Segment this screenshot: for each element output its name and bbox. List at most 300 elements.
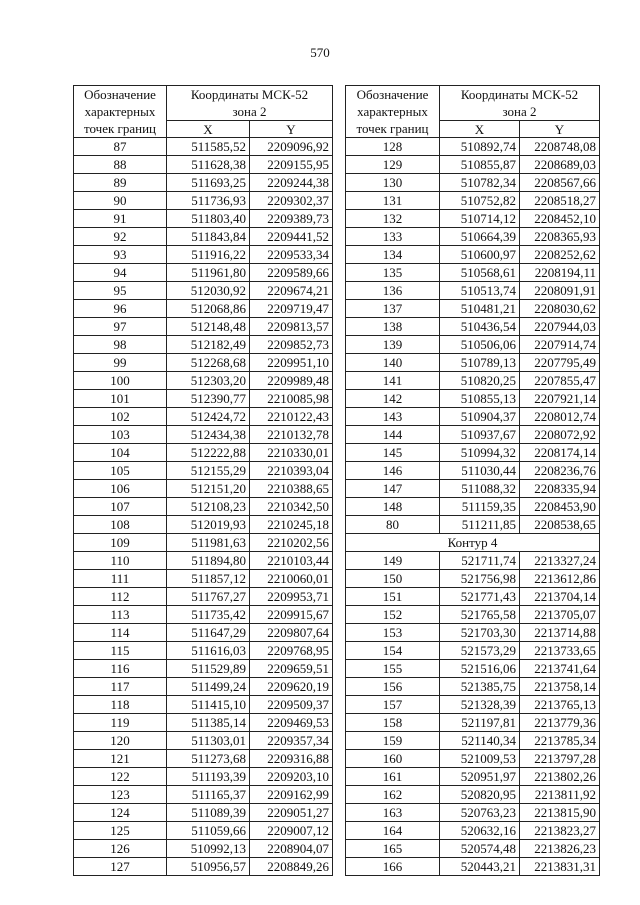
point-id-cell: 135: [346, 264, 440, 282]
x-cell: 511499,24: [167, 678, 250, 696]
table-row: [346, 300, 600, 318]
y-cell: 2209316,88: [250, 750, 333, 768]
table-row: [346, 768, 600, 786]
x-cell: 511735,42: [167, 606, 250, 624]
x-cell: 512303,20: [167, 372, 250, 390]
table-row: [74, 174, 333, 192]
x-cell: 511736,93: [167, 192, 250, 210]
table-row: [74, 282, 333, 300]
x-cell: 510752,82: [440, 192, 520, 210]
y-cell: 2210202,56: [250, 534, 333, 552]
y-cell: 2208012,74: [520, 408, 600, 426]
y-cell: 2208236,76: [520, 462, 600, 480]
point-id-cell: 137: [346, 300, 440, 318]
point-id-cell: 165: [346, 840, 440, 858]
point-id-cell: 99: [74, 354, 167, 372]
x-cell: 521711,74: [440, 552, 520, 570]
table-row: [74, 228, 333, 246]
x-cell: 521573,29: [440, 642, 520, 660]
table-row: [74, 516, 333, 534]
point-id-cell: 151: [346, 588, 440, 606]
x-cell: 510782,34: [440, 174, 520, 192]
point-id-cell: 154: [346, 642, 440, 660]
y-cell: 2208518,27: [520, 192, 600, 210]
x-cell: 510436,54: [440, 318, 520, 336]
table-row: [74, 552, 333, 570]
y-cell: 2213705,07: [520, 606, 600, 624]
table-row: [346, 372, 600, 390]
table-row: [346, 642, 600, 660]
y-cell: 2209162,99: [250, 786, 333, 804]
point-id-cell: 115: [74, 642, 167, 660]
x-cell: 511693,25: [167, 174, 250, 192]
x-cell: 512424,72: [167, 408, 250, 426]
point-id-cell: 111: [74, 570, 167, 588]
table-row: [346, 858, 600, 876]
x-cell: 512182,49: [167, 336, 250, 354]
table-row: [74, 660, 333, 678]
table-row: [346, 336, 600, 354]
table-row: [74, 156, 333, 174]
x-cell: 521140,34: [440, 732, 520, 750]
point-id-cell: 92: [74, 228, 167, 246]
table-row: [74, 606, 333, 624]
y-cell: 2210103,44: [250, 552, 333, 570]
point-id-cell: 150: [346, 570, 440, 588]
point-id-cell: 87: [74, 138, 167, 156]
y-cell: 2210342,50: [250, 498, 333, 516]
x-cell: 512151,20: [167, 480, 250, 498]
table-row: [346, 192, 600, 210]
table-row: [346, 750, 600, 768]
table-row: [346, 480, 600, 498]
x-cell: 510789,13: [440, 354, 520, 372]
point-id-cell: 113: [74, 606, 167, 624]
x-cell: 511415,10: [167, 696, 250, 714]
table-row: [74, 318, 333, 336]
y-cell: 2209953,71: [250, 588, 333, 606]
table-row: [346, 660, 600, 678]
table-row: [346, 732, 600, 750]
table-row: [74, 480, 333, 498]
table-row: [74, 372, 333, 390]
x-cell: 511894,80: [167, 552, 250, 570]
y-cell: 2209051,27: [250, 804, 333, 822]
y-cell: 2209469,53: [250, 714, 333, 732]
coordinates-table-left: [73, 85, 333, 876]
x-cell: 511089,39: [167, 804, 250, 822]
point-id-cell: 131: [346, 192, 440, 210]
x-cell: 521703,30: [440, 624, 520, 642]
point-label-header: Обозначение характерных точек границ: [74, 86, 167, 138]
table-row: [346, 174, 600, 192]
page-number: 570: [310, 45, 330, 60]
table-row: [346, 354, 600, 372]
point-id-cell: 95: [74, 282, 167, 300]
x-cell: 511385,14: [167, 714, 250, 732]
table-row: [346, 696, 600, 714]
point-id-cell: 164: [346, 822, 440, 840]
y-column-header: Y: [250, 121, 333, 138]
x-cell: 511767,27: [167, 588, 250, 606]
point-id-cell: 161: [346, 768, 440, 786]
y-cell: 2213704,14: [520, 588, 600, 606]
x-cell: 512155,29: [167, 462, 250, 480]
table-row: [74, 750, 333, 768]
y-cell: 2208748,08: [520, 138, 600, 156]
x-cell: 521756,98: [440, 570, 520, 588]
point-id-cell: 94: [74, 264, 167, 282]
y-cell: 2213826,23: [520, 840, 600, 858]
point-id-cell: 80: [346, 516, 440, 534]
table-row: [346, 264, 600, 282]
table-row: [346, 138, 600, 156]
table-row: [74, 822, 333, 840]
table-row: [74, 246, 333, 264]
zone-header: зона 2: [440, 103, 600, 121]
y-cell: 2209244,38: [250, 174, 333, 192]
point-id-cell: 141: [346, 372, 440, 390]
point-id-cell: 105: [74, 462, 167, 480]
table-row: [74, 300, 333, 318]
point-id-cell: 121: [74, 750, 167, 768]
point-id-cell: 93: [74, 246, 167, 264]
right-table-body: [346, 138, 600, 876]
x-cell: 520443,21: [440, 858, 520, 876]
y-cell: 2209203,10: [250, 768, 333, 786]
point-id-cell: 120: [74, 732, 167, 750]
point-id-cell: 106: [74, 480, 167, 498]
x-cell: 521009,53: [440, 750, 520, 768]
point-id-cell: 142: [346, 390, 440, 408]
y-cell: 2208538,65: [520, 516, 600, 534]
x-cell: 521765,58: [440, 606, 520, 624]
table-row: [346, 318, 600, 336]
table-row: [74, 210, 333, 228]
y-cell: 2209155,95: [250, 156, 333, 174]
x-cell: 512108,23: [167, 498, 250, 516]
point-id-cell: 123: [74, 786, 167, 804]
y-cell: 2210060,01: [250, 570, 333, 588]
x-cell: 510513,74: [440, 282, 520, 300]
table-row: [74, 786, 333, 804]
y-cell: 2209302,37: [250, 192, 333, 210]
y-cell: 2207914,74: [520, 336, 600, 354]
point-id-cell: 117: [74, 678, 167, 696]
point-id-cell: 90: [74, 192, 167, 210]
table-row: [74, 192, 333, 210]
table-row: [74, 696, 333, 714]
table-row: [346, 840, 600, 858]
x-cell: 511529,89: [167, 660, 250, 678]
y-cell: 2209007,12: [250, 822, 333, 840]
table-row: [74, 138, 333, 156]
point-id-cell: 112: [74, 588, 167, 606]
y-cell: 2207944,03: [520, 318, 600, 336]
point-id-cell: 89: [74, 174, 167, 192]
x-cell: 511916,22: [167, 246, 250, 264]
x-cell: 510506,06: [440, 336, 520, 354]
x-cell: 511616,03: [167, 642, 250, 660]
point-id-cell: 119: [74, 714, 167, 732]
x-cell: 510904,37: [440, 408, 520, 426]
point-id-cell: 152: [346, 606, 440, 624]
coordinates-table-right: [345, 85, 600, 876]
table-row: [346, 426, 600, 444]
x-cell: 511159,35: [440, 498, 520, 516]
table-row: [346, 588, 600, 606]
y-cell: 2208252,62: [520, 246, 600, 264]
table-row: [74, 444, 333, 462]
point-id-cell: 124: [74, 804, 167, 822]
x-cell: 512019,93: [167, 516, 250, 534]
x-cell: 511843,84: [167, 228, 250, 246]
y-column-header: Y: [520, 121, 600, 138]
y-cell: 2209719,47: [250, 300, 333, 318]
table-row: [74, 858, 333, 876]
y-cell: 2213758,14: [520, 678, 600, 696]
y-cell: 2213785,34: [520, 732, 600, 750]
y-cell: 2209951,10: [250, 354, 333, 372]
x-cell: 511211,85: [440, 516, 520, 534]
point-id-cell: 138: [346, 318, 440, 336]
y-cell: 2213327,24: [520, 552, 600, 570]
table-row: [346, 678, 600, 696]
y-cell: 2210393,04: [250, 462, 333, 480]
point-id-cell: 134: [346, 246, 440, 264]
x-cell: 520632,16: [440, 822, 520, 840]
y-cell: 2209807,64: [250, 624, 333, 642]
point-id-cell: 153: [346, 624, 440, 642]
point-id-cell: 146: [346, 462, 440, 480]
table-row: [346, 210, 600, 228]
table-row: [74, 840, 333, 858]
point-id-cell: 109: [74, 534, 167, 552]
table-row: [74, 390, 333, 408]
y-cell: 2208567,66: [520, 174, 600, 192]
x-cell: 520820,95: [440, 786, 520, 804]
x-cell: 511857,12: [167, 570, 250, 588]
x-cell: 510714,12: [440, 210, 520, 228]
coords-title-header: Координаты МСК-52: [167, 86, 333, 104]
table-row: [74, 498, 333, 516]
point-id-cell: 156: [346, 678, 440, 696]
x-cell: 510664,39: [440, 228, 520, 246]
x-cell: 510481,21: [440, 300, 520, 318]
x-cell: 511193,39: [167, 768, 250, 786]
table-row: [346, 228, 600, 246]
y-cell: 2208365,93: [520, 228, 600, 246]
y-cell: 2208335,94: [520, 480, 600, 498]
x-cell: 512030,92: [167, 282, 250, 300]
point-id-cell: 163: [346, 804, 440, 822]
table-row: [74, 534, 333, 552]
table-row: [346, 624, 600, 642]
y-cell: 2208904,07: [250, 840, 333, 858]
y-cell: 2209620,19: [250, 678, 333, 696]
point-id-cell: 91: [74, 210, 167, 228]
y-cell: 2213765,13: [520, 696, 600, 714]
x-cell: 511030,44: [440, 462, 520, 480]
point-id-cell: 114: [74, 624, 167, 642]
table-row: [74, 768, 333, 786]
y-cell: 2209589,66: [250, 264, 333, 282]
y-cell: 2213811,92: [520, 786, 600, 804]
point-id-cell: 97: [74, 318, 167, 336]
table-row: [346, 552, 600, 570]
x-cell: 511303,01: [167, 732, 250, 750]
x-cell: 520574,48: [440, 840, 520, 858]
x-cell: 512068,86: [167, 300, 250, 318]
table-row: [346, 282, 600, 300]
x-cell: 511059,66: [167, 822, 250, 840]
x-cell: 510956,57: [167, 858, 250, 876]
table-row: [74, 408, 333, 426]
point-id-cell: 125: [74, 822, 167, 840]
y-cell: 2209533,34: [250, 246, 333, 264]
x-cell: 511585,52: [167, 138, 250, 156]
table-row: [346, 444, 600, 462]
point-id-cell: 133: [346, 228, 440, 246]
table-row: [346, 246, 600, 264]
y-cell: 2210122,43: [250, 408, 333, 426]
table-row: [346, 156, 600, 174]
y-cell: 2209768,95: [250, 642, 333, 660]
y-cell: 2210245,18: [250, 516, 333, 534]
x-cell: 510937,67: [440, 426, 520, 444]
point-id-cell: 116: [74, 660, 167, 678]
table-row: [346, 516, 600, 534]
table-row: [346, 822, 600, 840]
point-id-cell: 132: [346, 210, 440, 228]
table-row: [74, 354, 333, 372]
x-cell: 511088,32: [440, 480, 520, 498]
x-cell: 510820,25: [440, 372, 520, 390]
y-cell: 2207855,47: [520, 372, 600, 390]
point-id-cell: 136: [346, 282, 440, 300]
y-cell: 2213733,65: [520, 642, 600, 660]
y-cell: 2210330,01: [250, 444, 333, 462]
table-row: [74, 624, 333, 642]
y-cell: 2209674,21: [250, 282, 333, 300]
table-row: [346, 390, 600, 408]
point-id-cell: 98: [74, 336, 167, 354]
point-id-cell: 157: [346, 696, 440, 714]
x-cell: 511803,40: [167, 210, 250, 228]
left-table-body: [74, 138, 333, 876]
x-cell: 511961,80: [167, 264, 250, 282]
point-id-cell: 130: [346, 174, 440, 192]
y-cell: 2209441,52: [250, 228, 333, 246]
table-row: [74, 426, 333, 444]
y-cell: 2209509,37: [250, 696, 333, 714]
y-cell: 2208174,14: [520, 444, 600, 462]
point-id-cell: 104: [74, 444, 167, 462]
x-cell: 511165,37: [167, 786, 250, 804]
y-cell: 2210388,65: [250, 480, 333, 498]
y-cell: 2209813,57: [250, 318, 333, 336]
point-id-cell: 160: [346, 750, 440, 768]
y-cell: 2208849,26: [250, 858, 333, 876]
y-cell: 2209096,92: [250, 138, 333, 156]
point-id-cell: 129: [346, 156, 440, 174]
y-cell: 2208030,62: [520, 300, 600, 318]
table-row: [346, 462, 600, 480]
point-id-cell: 139: [346, 336, 440, 354]
x-cell: 512434,38: [167, 426, 250, 444]
y-cell: 2209989,48: [250, 372, 333, 390]
table-row: [74, 570, 333, 588]
y-cell: 2210132,78: [250, 426, 333, 444]
x-cell: 511628,38: [167, 156, 250, 174]
contour-label: Контур 4: [346, 534, 600, 552]
x-column-header: X: [440, 121, 520, 138]
y-cell: 2208452,10: [520, 210, 600, 228]
y-cell: 2213797,28: [520, 750, 600, 768]
table-row: [74, 264, 333, 282]
y-cell: 2213831,31: [520, 858, 600, 876]
point-id-cell: 128: [346, 138, 440, 156]
y-cell: 2209389,73: [250, 210, 333, 228]
y-cell: 2209659,51: [250, 660, 333, 678]
point-id-cell: 126: [74, 840, 167, 858]
point-id-cell: 145: [346, 444, 440, 462]
point-id-cell: 102: [74, 408, 167, 426]
x-cell: 512390,77: [167, 390, 250, 408]
x-cell: 510568,61: [440, 264, 520, 282]
x-cell: 512222,88: [167, 444, 250, 462]
table-row: [74, 588, 333, 606]
y-cell: 2213741,64: [520, 660, 600, 678]
x-cell: 511647,29: [167, 624, 250, 642]
point-id-cell: 110: [74, 552, 167, 570]
table-row: [74, 336, 333, 354]
table-row: [74, 732, 333, 750]
y-cell: 2209915,67: [250, 606, 333, 624]
x-cell: 520951,97: [440, 768, 520, 786]
x-column-header: X: [167, 121, 250, 138]
point-id-cell: 144: [346, 426, 440, 444]
point-id-cell: 162: [346, 786, 440, 804]
x-cell: 520763,23: [440, 804, 520, 822]
y-cell: 2213823,27: [520, 822, 600, 840]
point-id-cell: 108: [74, 516, 167, 534]
table-row: [74, 804, 333, 822]
point-id-cell: 96: [74, 300, 167, 318]
point-id-cell: 143: [346, 408, 440, 426]
point-id-cell: 148: [346, 498, 440, 516]
y-cell: 2213779,36: [520, 714, 600, 732]
x-cell: 521385,75: [440, 678, 520, 696]
point-id-cell: 147: [346, 480, 440, 498]
y-cell: 2208194,11: [520, 264, 600, 282]
point-id-cell: 166: [346, 858, 440, 876]
contour-row: [346, 534, 600, 552]
point-label-header: Обозначение характерных точек границ: [346, 86, 440, 138]
y-cell: 2208453,90: [520, 498, 600, 516]
x-cell: 510892,74: [440, 138, 520, 156]
y-cell: 2213802,26: [520, 768, 600, 786]
table-row: [346, 714, 600, 732]
table-row: [74, 678, 333, 696]
x-cell: 512268,68: [167, 354, 250, 372]
y-cell: 2210085,98: [250, 390, 333, 408]
x-cell: 510855,87: [440, 156, 520, 174]
table-row: [346, 606, 600, 624]
point-id-cell: 158: [346, 714, 440, 732]
table-row: [74, 714, 333, 732]
point-id-cell: 103: [74, 426, 167, 444]
